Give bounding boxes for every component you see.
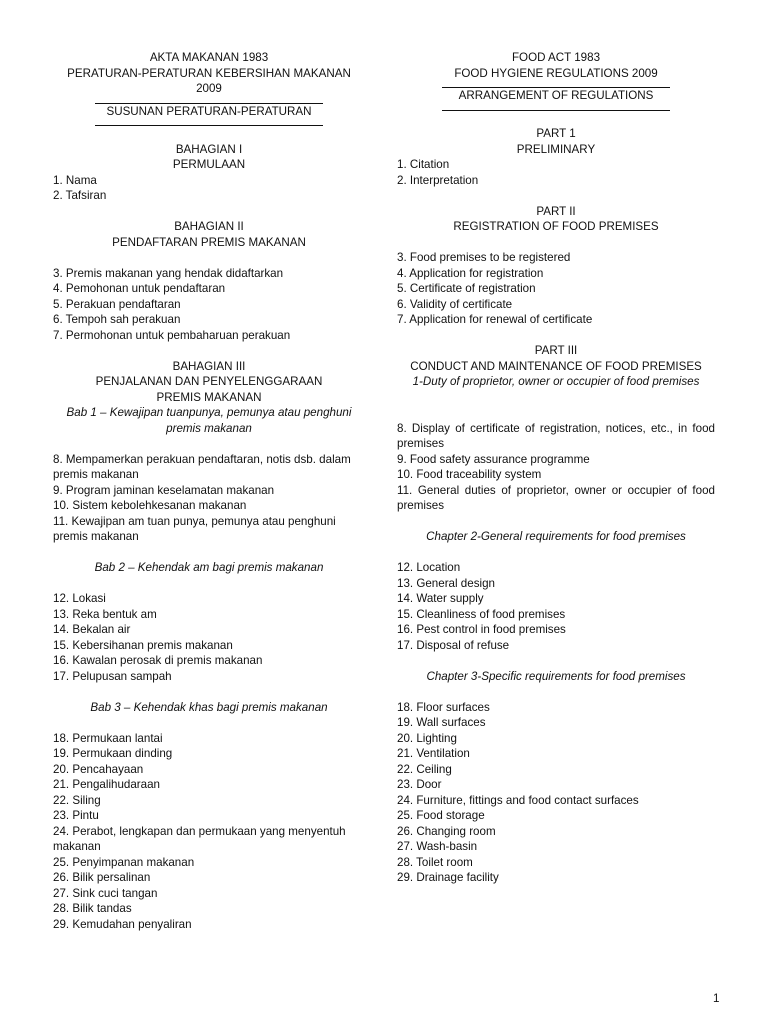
regulation-entry: 18. Floor surfaces [397,700,490,714]
regulation-entry: 2. Tafsiran [53,189,107,202]
regulation-entry: 19. Permukaan dinding [53,747,173,760]
part-1-name: PERMULAAN [172,158,246,171]
regulation-entry: 14. Water supply [397,592,484,605]
regulation-entry: 16. Pest control in food premises [397,623,566,636]
regulation-entry: 4. Pemohonan untuk pendaftaran [53,282,226,295]
part-3-name: PENJALANAN DAN PENYELENGGARAAN PREMIS MAKANAN [95,375,323,404]
regulation-entry: 22. Ceiling [397,762,452,776]
regulation-entry: 10. Food traceability system [397,468,542,481]
regulation-entry: 6. Validity of certificate [397,297,513,311]
regulation-entry: 7. Permohonan untuk pembaharuan perakuan [53,328,291,342]
regulation-entry: 9. Program jaminan keselamatan makanan [53,483,275,497]
regulation-entry: 7. Application for renewal of certificate [397,313,593,326]
regulation-entry: 24. Furniture, fittings and food contact surfaces [397,793,639,807]
part-2-list [397,250,715,328]
regulation-entry: 8. Mempamerkan perakuan pendaftaran, notis dsb. dalam premis makanan [53,452,351,481]
regulation-entry: 12. Location [397,561,461,574]
regulation-entry: 13. Reka bentuk am [53,607,157,621]
regulations-title: PERATURAN-PERATURAN KEBERSIHAN MAKANAN 2009 [67,66,351,95]
regulation-entry: 26. Bilik persalinan [53,871,151,884]
regulation-entry: 27. Sink cuci tangan [53,886,158,900]
part-3-heading: PART III [534,344,578,357]
part-2-heading: PART II [536,204,576,218]
malay-column [53,50,365,932]
chapter-1-list [53,452,365,545]
chapter-1-title: 1-Duty of proprietor, owner or occupier of food premises [412,375,700,388]
regulation-entry: 11. Kewajipan am tuan punya, pemunya atau penghuni premis makanan [53,514,336,543]
regulation-entry: 11. General duties of proprietor, owner or occupier of food premises [397,483,715,512]
regulation-entry: 4. Application for registration [397,266,544,280]
arrangement-heading: ARRANGEMENT OF REGULATIONS [458,89,654,102]
chapter-3-list [53,731,365,933]
part-1-heading: PART 1 [536,127,576,140]
part-1-list [397,157,715,188]
regulation-entry: 1. Citation [397,158,450,171]
english-column [397,50,715,886]
chapter-2-title: Chapter 2-General requirements for food premises [426,530,686,543]
regulation-entry: 28. Bilik tandas [53,902,132,915]
regulation-entry: 13. General design [397,576,495,590]
regulation-entry: 28. Toilet room [397,855,473,869]
page-number: 1 [713,992,720,1005]
part-3-heading: BAHAGIAN III [172,359,246,373]
part-2-list [53,266,365,344]
chapter-1-title: Bab 1 – Kewajipan tuanpunya, pemunya atau penghuni premis makanan [66,406,352,435]
part-1-name: PRELIMINARY [516,142,596,156]
regulation-entry: 3. Premis makanan yang hendak didaftarkan [53,266,284,280]
regulation-entry: 20. Lighting [397,731,457,745]
regulation-entry: 6. Tempoh sah perakuan [53,313,181,326]
act-title: FOOD ACT 1983 [511,51,601,64]
chapter-3-title: Bab 3 – Kehendak khas bagi premis makanan [90,700,328,714]
regulation-entry: 9. Food safety assurance programme [397,452,590,466]
act-title: AKTA MAKANAN 1983 [149,51,269,64]
regulation-entry: 3. Food premises to be registered [397,251,571,264]
part-2-heading: BAHAGIAN II [174,220,244,233]
regulation-entry: 10. Sistem kebolehkesanan makanan [53,499,247,512]
regulation-entry: 25. Food storage [397,809,485,822]
part-3-name: CONDUCT AND MAINTENANCE OF FOOD PREMISES [410,359,702,373]
regulation-entry: 17. Disposal of refuse [397,638,510,652]
regulation-entry: 12. Lokasi [53,592,106,605]
regulation-entry: 21. Ventilation [397,747,470,760]
regulation-entry: 15. Kebersihanan premis makanan [53,638,233,652]
regulation-entry: 21. Pengalihudaraan [53,778,161,791]
regulation-entry: 17. Pelupusan sampah [53,669,172,683]
chapter-2-title: Bab 2 – Kehendak am bagi premis makanan [94,561,324,574]
regulation-entry: 14. Bekalan air [53,623,131,636]
regulation-entry: 16. Kawalan perosak di premis makanan [53,654,263,667]
regulation-entry: 5. Perakuan pendaftaran [53,297,181,311]
arrangement-heading: SUSUNAN PERATURAN-PERATURAN [106,104,312,118]
chapter-3-title: Chapter 3-Specific requirements for food premises [426,669,686,683]
regulation-entry: 5. Certificate of registration [397,282,536,295]
regulation-entry: 29. Kemudahan penyaliran [53,917,192,931]
regulation-entry: 8. Display of certificate of registration, notices, etc., in food premises [397,421,715,450]
regulation-entry: 25. Penyimpanan makanan [53,855,195,869]
regulation-entry: 18. Permukaan lantai [53,731,163,745]
regulation-entry: 29. Drainage facility [397,871,499,884]
part-1-list [53,173,365,204]
regulation-entry: 27. Wash-basin [397,840,478,853]
chapter-1-list [397,421,715,514]
part-1-heading: BAHAGIAN I [175,142,243,156]
regulation-entry: 23. Door [397,778,442,791]
chapter-2-list [53,591,365,684]
regulation-entry: 20. Pencahayaan [53,762,144,776]
chapter-3-list [397,700,715,886]
regulation-entry: 2. Interpretation [397,173,479,187]
chapter-2-list [397,560,715,653]
regulations-title: FOOD HYGIENE REGULATIONS 2009 [454,66,658,80]
regulation-entry: 26. Changing room [397,824,496,838]
regulation-entry: 15. Cleanliness of food premises [397,607,566,621]
regulation-entry: 23. Pintu [53,809,99,822]
regulation-entry: 24. Perabot, lengkapan dan permukaan yang menyentuh makanan [53,824,346,853]
regulation-entry: 22. Siling [53,793,101,807]
part-2-name: PENDAFTARAN PREMIS MAKANAN [112,235,306,249]
regulation-entry: 19. Wall surfaces [397,716,486,729]
regulation-entry: 1. Nama [53,173,97,187]
part-2-name: REGISTRATION OF FOOD PREMISES [453,220,659,233]
